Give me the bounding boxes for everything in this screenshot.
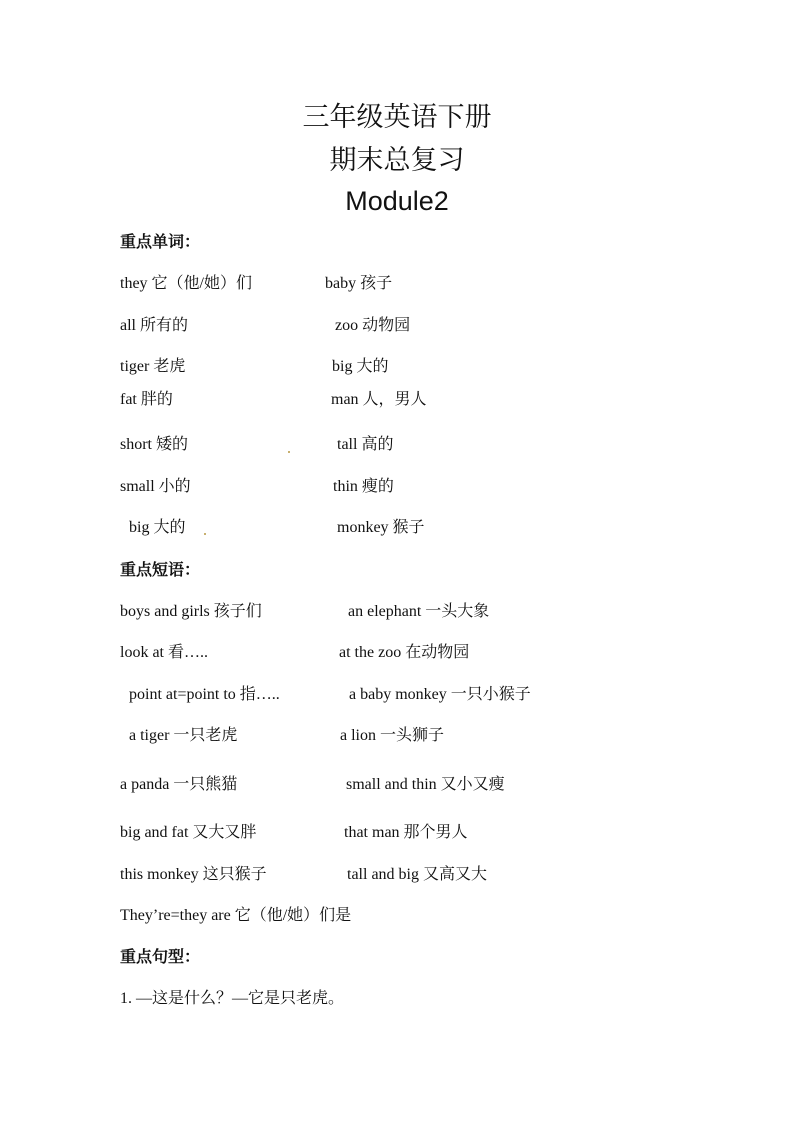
phrase-row-7-left: this monkey 这只猴子 [120,866,267,883]
word-row-3-left: tiger 老虎 [120,358,186,375]
word-row-2-left: all 所有的 [120,317,188,334]
page-title-module: Module2 [345,186,449,216]
phrase-row-7-right: tall and big 又高又大 [347,866,487,883]
word-row-2-right: zoo 动物园 [335,317,411,334]
phrase-row-6-left: big and fat 又大又胖 [120,824,257,841]
word-row-6-left: small 小的 [120,478,191,495]
words-heading: 重点单词： [120,232,201,251]
phrase-row-5-left: a panda 一只熊猫 [120,776,238,793]
stray-dot [288,451,290,453]
phrase-row-6-right: that man 那个男人 [344,824,468,841]
word-row-7-left: big 大的 [129,519,186,536]
word-row-3-right: big 大的 [332,358,389,375]
word-row-5-left: short 矮的 [120,436,189,453]
phrase-row-3-right: a baby monkey 一只小猴子 [349,686,531,703]
page-title-line1: 三年级英语下册 [302,102,492,133]
phrase-extra: They’re=they are 它（他/她）们是 [120,907,352,924]
word-row-7-right: monkey 猴子 [337,519,425,536]
phrase-row-4-right: a lion 一头狮子 [340,727,444,744]
phrase-row-1-right: an elephant 一头大象 [348,603,490,620]
word-row-5-right: tall 高的 [337,436,394,453]
sentence-item-1: 1. —这是什么？—它是只老虎。 [120,990,345,1007]
phrases-heading: 重点短语： [120,560,201,579]
phrase-row-3-left: point at=point to 指….. [129,686,280,703]
word-row-1-left: they 它（他/她）们 [120,275,252,292]
phrase-row-2-right: at the zoo 在动物园 [339,644,470,661]
phrase-row-5-right: small and thin 又小又瘦 [346,776,505,793]
word-row-4-right: man 人，男人 [331,391,427,408]
word-row-6-right: thin 瘦的 [333,478,394,495]
phrase-row-4-left: a tiger 一只老虎 [129,727,238,744]
sentences-heading: 重点句型： [120,947,201,966]
word-row-1-right: baby 孩子 [325,275,393,292]
page-title-line2: 期末总复习 [329,145,465,176]
word-row-4-left: fat 胖的 [120,391,173,408]
phrase-row-1-left: boys and girls 孩子们 [120,603,262,620]
phrase-row-2-left: look at 看….. [120,644,208,661]
stray-dot [204,533,206,535]
